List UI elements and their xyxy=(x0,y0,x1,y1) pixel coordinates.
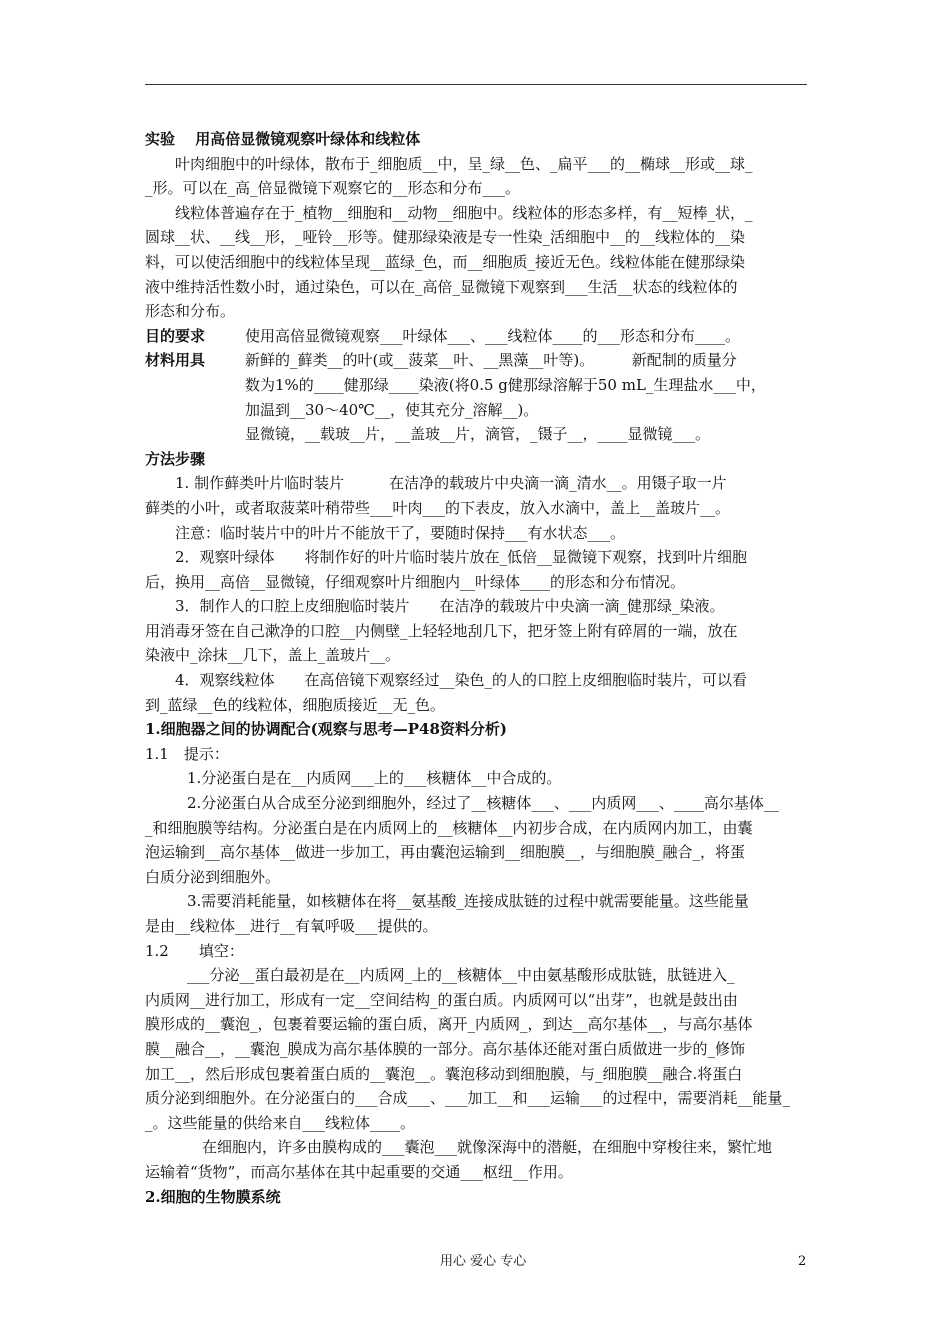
line-text: 叶肉细胞中的叶绿体，散布于_细胞质__中，呈_绿__色、_扁平___的__椭球__形或__球_ xyxy=(175,154,753,173)
text-line xyxy=(145,299,810,324)
section-label: 材料用具 xyxy=(145,351,206,370)
line-text: 白质分泌到细胞外。 xyxy=(145,867,281,886)
line-text: 数为1%的____健那绿____染液(将0.5 g健那绿溶解于50 mL_生理盐水___中， xyxy=(245,375,766,394)
text-line xyxy=(145,988,810,1013)
line-text: _。这些能量的供给来自___线粒体____。 xyxy=(145,1113,416,1132)
line-text: 是由__线粒体__进行__有氧呼吸___提供的。 xyxy=(145,917,438,935)
line-text: 圆球__状、__线__形，_哑铃__形等。健那绿染液是专一性染_活细胞中__的__线粒体的__染 xyxy=(145,228,746,247)
text-line xyxy=(145,348,810,373)
line-text: 线粒体普遍存在于_植物__细胞和__动物__细胞中。线粒体的形态多样，有__短棒_状，_ xyxy=(175,203,753,222)
text-line xyxy=(145,398,810,423)
line-text: 2.细胞的生物膜系统 xyxy=(145,1187,281,1206)
line-text: 方法步骤 xyxy=(145,449,206,468)
line-text: 藓类的小叶，或者取菠菜叶稍带些___叶肉___的下表皮，放入水滴中，盖上__盖玻片__。 xyxy=(145,498,731,517)
line-text: 3．制作人的口腔上皮细胞临时装片 在洁净的载玻片中央滴一滴_健那绿_染液。 xyxy=(175,597,725,616)
text-line xyxy=(145,889,810,914)
line-text: 内质网__进行加工，形成有一定__空间结构_的蛋白质。内质网可以“出芽”，也就是鼓出由 xyxy=(145,990,738,1009)
text-line xyxy=(145,939,810,964)
text-line xyxy=(145,250,810,275)
text-line xyxy=(145,643,810,668)
text-line xyxy=(145,152,810,177)
page-number: 2 xyxy=(798,1254,807,1269)
text-line xyxy=(145,668,810,693)
text-line xyxy=(145,447,810,472)
section-label: 目的要求 xyxy=(145,326,206,345)
line-text: 2．观察叶绿体 将制作好的叶片临时装片放在_低倍__显微镜下观察，找到叶片细胞 xyxy=(175,548,748,567)
text-line xyxy=(145,1135,810,1160)
text-line xyxy=(145,865,810,890)
line-text: 质分泌到细胞外。在分泌蛋白的___合成___、___加工__和___运输___的过程中，需要消耗__能量_ xyxy=(145,1089,791,1108)
line-text: 实验 用高倍显微镜观察叶绿体和线粒体 xyxy=(145,130,421,148)
line-text: 1.分泌蛋白是在__内质网___上的___核糖体__中合成的。 xyxy=(187,769,562,788)
text-line xyxy=(145,1111,810,1136)
line-text: 1.细胞器之间的协调配合(观察与思考—P48资料分析) xyxy=(145,720,508,739)
line-text: 用消毒牙签在自己漱净的口腔__内侧壁_上轻轻地刮几下，把牙签上附有碎屑的一端，放在 xyxy=(145,621,738,640)
line-text: 1. 制作藓类叶片临时装片 在洁净的载玻片中央滴一滴_清水__。用镊子取一片 xyxy=(175,474,727,493)
line-text: _形。可以在_高_倍显微镜下观察它的__形态和分布___。 xyxy=(145,179,521,198)
text-line xyxy=(145,521,810,546)
text-line xyxy=(145,275,810,300)
text-line xyxy=(145,422,810,447)
line-text: 3.需要消耗能量，如核糖体在将__氨基酸_连接成肽链的过程中就需要能量。这些能量 xyxy=(187,892,749,911)
text-line xyxy=(145,742,810,767)
text-line xyxy=(145,1062,810,1087)
text-line xyxy=(145,1086,810,1111)
line-text: 加工__，然后形成包裹着蛋白质的__囊泡__。囊泡移动到细胞膜，与_细胞膜__融合.将蛋白 xyxy=(145,1064,743,1083)
text-line xyxy=(145,816,810,841)
line-text: 染液中_涂抹__几下，盖上_盖玻片__。 xyxy=(145,646,401,665)
text-line xyxy=(145,693,810,718)
header-rule xyxy=(145,84,807,85)
line-text: 显微镜，__载玻__片，__盖玻__片，滴管，_镊子__，____显微镜___。 xyxy=(245,425,711,444)
text-line xyxy=(145,963,810,988)
text-line xyxy=(145,1160,810,1185)
line-text: 注意：临时装片中的叶片不能放干了，要随时保持___有水状态___。 xyxy=(175,523,626,542)
text-line xyxy=(145,373,810,398)
line-text: _和细胞膜等结构。分泌蛋白是在内质网上的__核糖体__内初步合成，在内质网内加工，由囊 xyxy=(145,818,753,837)
document-body xyxy=(145,127,810,1209)
line-text: 1.2 填空： xyxy=(145,941,244,960)
page-footer xyxy=(0,1252,950,1272)
line-text: 使用高倍显微镜观察___叶绿体___、___线粒体____的___形态和分布____。 xyxy=(245,326,741,345)
footer-slogan: 用心 爱心 专心 xyxy=(440,1254,527,1269)
line-text: 后，换用__高倍__显微镜，仔细观察叶片细胞内__叶绿体____的形态和分布情况。 xyxy=(145,572,686,591)
text-line xyxy=(145,545,810,570)
line-text: 膜__融合__，__囊泡_膜成为高尔基体膜的一部分。高尔基体还能对蛋白质做进一步的_修饰 xyxy=(145,1039,746,1058)
text-line xyxy=(145,594,810,619)
line-text: 在细胞内，许多由膜构成的___囊泡___就像深海中的潜艇，在细胞中穿梭往来，繁忙地 xyxy=(187,1138,773,1157)
text-line xyxy=(145,176,810,201)
line-text: 液中维持活性数小时，通过染色，可以在_高倍_显微镜下观察到___生活__状态的线粒体的 xyxy=(145,277,738,296)
line-text: 4．观察线粒体 在高倍镜下观察经过__染色_的人的口腔上皮细胞临时装片，可以看 xyxy=(175,671,748,690)
line-text: 形态和分布。 xyxy=(145,302,236,321)
text-line xyxy=(145,791,810,816)
line-text: 加温到__30～40℃__，使其充分_溶解__)。 xyxy=(245,400,539,419)
line-text: 膜形成的__囊泡_，包裹着要运输的蛋白质，离开_内质网_，到达__高尔基体__，与高尔基体 xyxy=(145,1015,753,1034)
text-line xyxy=(145,1012,810,1037)
text-line xyxy=(145,496,810,521)
text-line xyxy=(145,619,810,644)
text-line xyxy=(145,914,810,939)
line-text: 1.1 提示： xyxy=(145,744,229,763)
text-line xyxy=(145,1185,810,1210)
text-line xyxy=(145,717,810,742)
line-text: 到_蓝绿__色的线粒体，细胞质接近__无_色。 xyxy=(145,695,446,714)
line-text: ___分泌__蛋白最初是在__内质网_上的__核糖体__中由氨基酸形成肽链，肽链进入_ xyxy=(187,966,735,985)
line-text: 2.分泌蛋白从合成至分泌到细胞外，经过了__核糖体___、___内质网___、____高尔基体__ xyxy=(187,794,779,813)
text-line xyxy=(145,225,810,250)
text-line xyxy=(145,570,810,595)
line-text: 运输着“货物”，而高尔基体在其中起重要的交通___枢纽__作用。 xyxy=(145,1162,573,1181)
text-line xyxy=(145,471,810,496)
text-line xyxy=(145,201,810,226)
line-text: 料，可以使活细胞中的线粒体呈现__蓝绿_色，而__细胞质_接近无色。线粒体能在健那绿染 xyxy=(145,252,746,271)
line-text: 泡运输到__高尔基体__做进一步加工，再由囊泡运输到__细胞膜__，与细胞膜_融合_，将蛋 xyxy=(145,843,746,862)
text-line xyxy=(145,840,810,865)
text-line xyxy=(145,324,810,349)
text-line xyxy=(145,766,810,791)
text-line xyxy=(145,127,810,152)
line-text: 新鲜的_藓类__的叶(或__菠菜__叶、__黑藻__叶等)。 新配制的质量分 xyxy=(245,351,737,370)
text-line xyxy=(145,1037,810,1062)
